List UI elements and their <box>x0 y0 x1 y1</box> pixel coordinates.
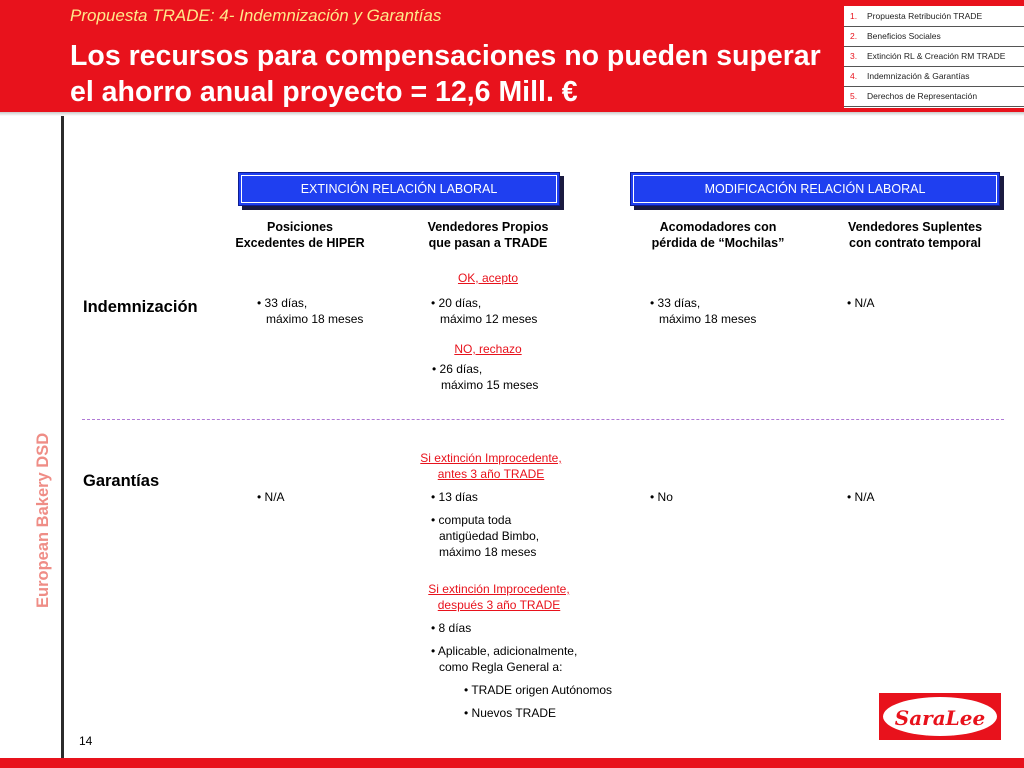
cell-indemnizacion-posiciones <box>257 295 363 327</box>
agenda-box <box>844 6 1024 108</box>
group-header-label: MODIFICACIÓN RELACIÓN LABORAL <box>704 182 926 196</box>
cell-line: • computa toda <box>431 513 512 527</box>
cell-indemnizacion-rechazo <box>432 361 538 393</box>
column-header-line: Excedentes de HIPER <box>235 236 365 250</box>
option-heading-acepto: OK, acepto <box>457 271 519 285</box>
header-shadow <box>0 112 1024 116</box>
cell-indemnizacion-acepto <box>431 295 537 327</box>
column-header-line: con contrato temporal <box>849 236 981 250</box>
bullet-computa-antiguedad <box>431 512 539 560</box>
heading-line: Si extinción Improcedente, <box>428 582 570 596</box>
cell-line: antigüedad Bimbo, <box>439 529 540 543</box>
group-header-modificacion <box>630 172 1000 206</box>
cell-garantias-posiciones: • N/A <box>257 490 285 504</box>
sub-bullet-nuevos-trade: • Nuevos TRADE <box>464 706 557 720</box>
cell-line: como Regla General a: <box>439 660 563 674</box>
agenda-label: Propuesta Retribución TRADE <box>867 11 983 21</box>
cell-garantias-suplentes: • N/A <box>847 490 875 504</box>
group-header-frame <box>633 175 997 203</box>
agenda-item-1 <box>844 6 1024 26</box>
sidebar-caption: European Bakery DSD <box>34 432 52 608</box>
footer-bar <box>0 758 1024 768</box>
group-header-extincion <box>238 172 560 206</box>
cell-line: máximo 18 meses <box>439 545 537 559</box>
cell-line: • Aplicable, adicionalmente, <box>431 644 578 658</box>
cell-line: • 33 días, <box>257 296 308 310</box>
option-heading-rechazo: NO, rechazo <box>454 342 522 356</box>
agenda-item-3 <box>844 46 1024 66</box>
agenda-number: 5. <box>850 91 858 101</box>
column-header-line: que pasan a TRADE <box>428 236 548 250</box>
cell-line: máximo 18 meses <box>266 312 364 326</box>
heading-line: Si extinción Improcedente, <box>420 451 562 465</box>
bullet-13-dias: • 13 días <box>431 490 478 504</box>
agenda-label: Indemnización & Garantías <box>867 71 970 81</box>
bullet-8-dias: • 8 días <box>431 621 472 635</box>
bullet-aplicable <box>431 643 577 675</box>
agenda-number: 2. <box>850 31 858 41</box>
cell-line: máximo 15 meses <box>441 378 539 392</box>
column-header-line: Posiciones <box>267 220 333 234</box>
column-header-line: pérdida de “Mochilas” <box>651 236 785 250</box>
column-header-line: Vendedores Suplentes <box>847 220 983 234</box>
page-number: 14 <box>79 734 93 748</box>
cell-line: • 33 días, <box>650 296 701 310</box>
row-label-garantias: Garantías <box>83 472 160 490</box>
row-divider <box>82 419 1004 420</box>
column-header-posiciones <box>210 219 390 251</box>
cell-garantias-acomodadores: • No <box>650 490 673 504</box>
agenda-number: 3. <box>850 51 858 61</box>
column-header-line: Vendedores Propios <box>427 220 549 234</box>
logo-wordmark: SaraLee <box>894 706 986 730</box>
row-label-indemnizacion: Indemnización <box>83 298 198 316</box>
agenda-label: Extinción RL & Creación RM TRADE <box>867 51 1006 61</box>
option-heading-despues <box>400 581 598 613</box>
slide-title: Los recursos para compensaciones no pueden superar el ahorro anual proyecto = 12,6 Mill. € <box>70 40 821 108</box>
agenda-divider <box>844 106 1024 107</box>
cell-line: • 26 días, <box>432 362 483 376</box>
saralee-logo <box>879 693 1001 740</box>
group-header-frame <box>241 175 557 203</box>
agenda-label: Derechos de Representación <box>867 91 978 101</box>
heading-line: después 3 año TRADE <box>437 598 561 612</box>
agenda-number: 4. <box>850 71 858 81</box>
agenda-number: 1. <box>850 11 858 21</box>
cell-line: máximo 18 meses <box>659 312 757 326</box>
left-vertical-rule <box>61 116 64 768</box>
cell-line: • 20 días, <box>431 296 482 310</box>
cell-indemnizacion-acomodadores <box>650 295 756 327</box>
column-header-vendedores-suplentes <box>815 219 1015 251</box>
group-header-label: EXTINCIÓN RELACIÓN LABORAL <box>300 182 498 196</box>
agenda-item-5 <box>844 86 1024 106</box>
cell-line: máximo 12 meses <box>440 312 538 326</box>
column-header-vendedores-propios <box>398 219 578 251</box>
column-header-acomodadores <box>618 219 818 251</box>
logo-oval <box>883 697 997 736</box>
section-subtitle: Propuesta TRADE: 4- Indemnización y Garantías <box>70 6 442 25</box>
agenda-label: Beneficios Sociales <box>867 31 941 41</box>
heading-line: antes 3 año TRADE <box>437 467 545 481</box>
agenda-item-4 <box>844 66 1024 86</box>
cell-indemnizacion-suplentes: • N/A <box>847 296 875 310</box>
option-heading-antes <box>392 450 590 482</box>
column-header-line: Acomodadores con <box>659 220 777 234</box>
agenda-item-2 <box>844 26 1024 46</box>
sub-bullet-trade-autonomos: • TRADE origen Autónomos <box>464 683 613 697</box>
